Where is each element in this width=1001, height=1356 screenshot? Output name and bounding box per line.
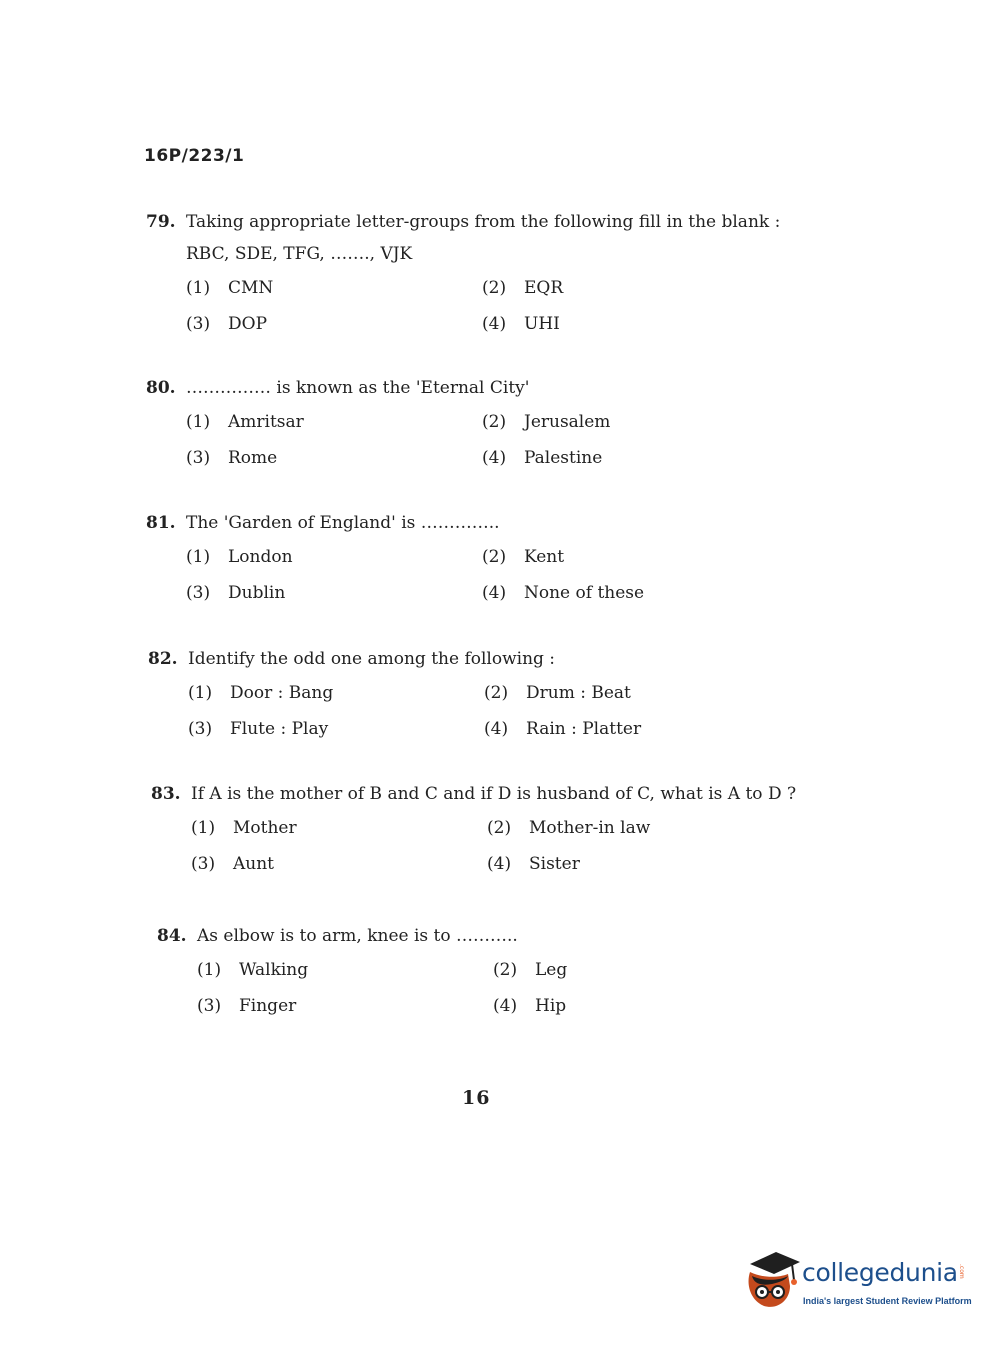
question-text: As elbow is to arm, knee is to ……….. (197, 926, 518, 946)
brand-tagline: India's largest Student Review Platform (803, 1296, 972, 1306)
option-1: (1) CMN (186, 278, 274, 298)
option-4: (4) Rain : Platter (484, 719, 642, 739)
question-83 (151, 778, 811, 880)
options-grid (186, 406, 786, 474)
option-1: (1) Door : Bang (188, 683, 334, 703)
option-1: (1) Amritsar (186, 412, 304, 432)
question-number: 81. (146, 513, 176, 533)
option-2: (2) Leg (493, 960, 568, 980)
page-number: 16 (462, 1087, 491, 1109)
question-text: Taking appropriate letter-groups from the following fill in the blank : (186, 212, 781, 232)
option-3: (3) Aunt (191, 854, 275, 874)
question-84 (157, 920, 797, 1022)
option-1: (1) London (186, 547, 293, 567)
option-3: (3) Rome (186, 448, 278, 468)
option-4: (4) UHI (482, 314, 560, 334)
option-3: (3) Dublin (186, 583, 286, 603)
option-4: (4) Palestine (482, 448, 603, 468)
option-1: (1) Mother (191, 818, 297, 838)
option-3: (3) Flute : Play (188, 719, 329, 739)
question-text: The 'Garden of England' is ………….. (186, 513, 500, 533)
options-grid (186, 541, 786, 609)
options-grid (188, 677, 788, 745)
question-text: If A is the mother of B and C and if D is husband of C, what is A to D ? (191, 784, 797, 804)
brand-watermark (742, 1250, 970, 1312)
question-79 (146, 206, 786, 340)
option-3: (3) Finger (197, 996, 297, 1016)
option-2: (2) Drum : Beat (484, 683, 631, 703)
question-number: 80. (146, 378, 176, 398)
options-grid (191, 812, 811, 880)
option-2: (2) Mother-in law (487, 818, 651, 838)
question-text: Identify the odd one among the following : (188, 649, 556, 669)
options-grid (186, 272, 786, 340)
question-number: 84. (157, 926, 187, 946)
option-2: (2) Jerusalem (482, 412, 611, 432)
collegedunia-mascot-icon (742, 1250, 800, 1310)
question-number: 83. (151, 784, 181, 804)
question-text-line2: RBC, SDE, TFG, ……., VJK (186, 244, 413, 264)
paper-code: 16P/223/1 (144, 146, 245, 166)
brand-domain-suffix: .com (958, 1264, 965, 1279)
option-2: (2) Kent (482, 547, 565, 567)
brand-name: collegedunia (802, 1258, 958, 1287)
option-4: (4) Sister (487, 854, 580, 874)
question-81 (146, 507, 786, 609)
option-3: (3) DOP (186, 314, 268, 334)
question-text: …………… is known as the 'Eternal City' (186, 378, 530, 398)
question-82 (148, 643, 788, 745)
question-number: 79. (146, 212, 176, 232)
options-grid (197, 954, 797, 1022)
option-4: (4) None of these (482, 583, 645, 603)
option-4: (4) Hip (493, 996, 567, 1016)
option-1: (1) Walking (197, 960, 309, 980)
option-2: (2) EQR (482, 278, 564, 298)
question-80 (146, 372, 786, 474)
question-number: 82. (148, 649, 178, 669)
